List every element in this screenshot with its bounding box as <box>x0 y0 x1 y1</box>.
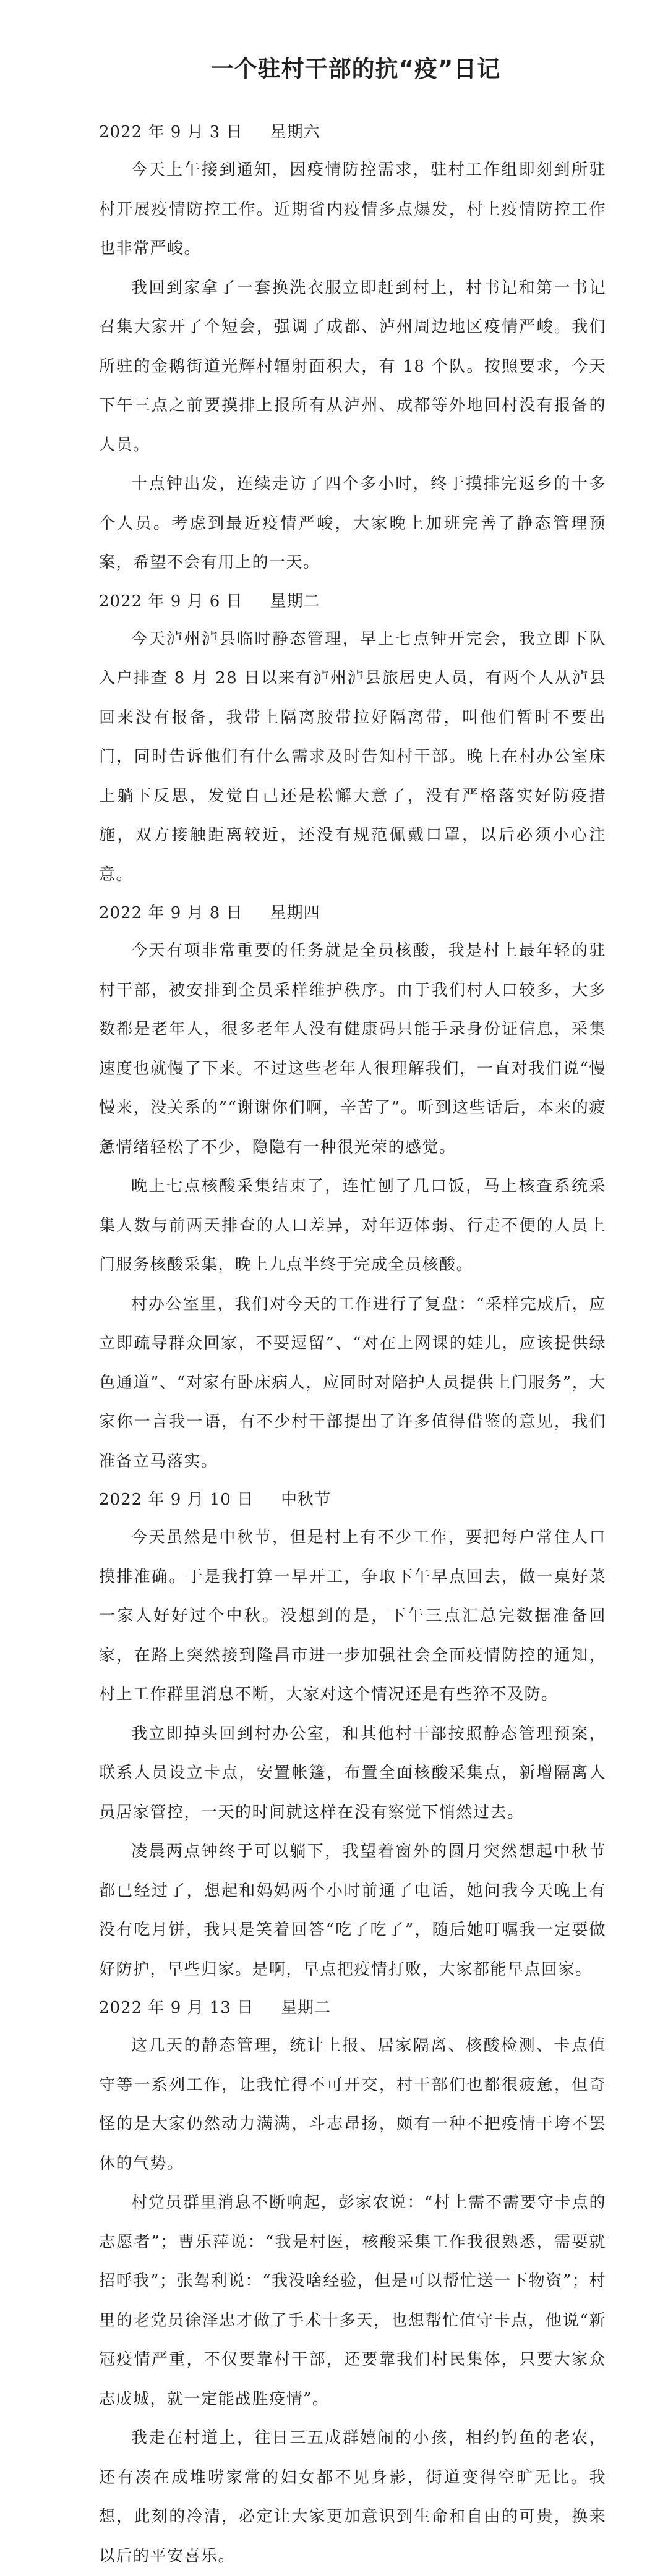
entry-weekday: 星期四 <box>270 904 320 922</box>
entry-date-line <box>99 895 606 932</box>
entry-weekday: 中秋节 <box>281 1490 332 1509</box>
entry-paragraph: 晚上七点核酸采集结束了，连忙刨了几口饭，马上核查系统采集人数与前两天排查的人口差异，对年迈体弱、行走不便的人员上门服务核酸采集，晚上九点半终于完成全员核酸。 <box>99 1177 606 1274</box>
diary-entry-sep-13 <box>99 1989 606 2576</box>
entry-paragraph: 今天上午接到通知，因疫情防控需求，驻村工作组即刻到所驻村开展疫情防控工作。近期省内疫情多点爆发，村上疫情防控工作也非常严峻。 <box>99 161 606 258</box>
entry-paragraph: 今天泸州泸县临时静态管理，早上七点钟开完会，我立即下队入户排查 8 月 28 日以来有泸州泸县旅居史人员，有两个人从泸县回来没有报备，我带上隔离胶带拉好隔离带，叫他们暂时不要出门，同时告诉他们有什么需求及时告知村干部。晚上在村办公室床上躺下反思，发觉自己还是松懈大意了，没有严格落实好防疫措施，双方接触距离较近，还没有规范佩戴口罩，以后必须小心注意。 <box>99 629 606 884</box>
entry-paragraph: 村办公室里，我们对今天的工作进行了复盘：“采样完成后，应立即疏导群众回家，不要逗留”、“对在上网课的娃儿，应该提供绿色通道”、“对家有卧床病人，应同时对陪护人员提供上门服务”，大家你一言我一语，有不少村干部提出了许多值得借鉴的意见，我们准备立马落实。 <box>99 1294 606 1471</box>
entry-date-line <box>99 114 606 151</box>
entry-paragraph: 凌晨两点钟终于可以躺下，我望着窗外的圆月突然想起中秋节都已经过了，想起和妈妈两个小时前通了电话，她问我今天晚上有没有吃月饼，我只是笑着回答“吃了吃了”，随后她叮嘱我一定要做好防护，早些归家。是啊，早点把疫情打败，大家都能早点回家。 <box>99 1842 606 1979</box>
entry-paragraph: 村党员群里消息不断响起，彭家农说：“村上需不需要守卡点的志愿者”；曹乐萍说：“我是村医，核酸采集工作我很熟悉，需要就招呼我”；张驾利说：“我没啥经验，但是可以帮忙送一下物资”；村里的老党员徐泽忠才做了手术十多天，也想帮忙值守卡点，他说“新冠疫情严重，不仅要靠村干部，还要靠我们村民集体，只要大家众志成城，就一定能战胜疫情”。 <box>99 2193 606 2408</box>
entry-date-line <box>99 583 606 620</box>
entry-paragraph: 我立即掉头回到村办公室，和其他村干部按照静态管理预案，联系人员设立卡点，安置帐篷，布置全面核酸采集点，新增隔离人员居家管控，一天的时间就这样在没有察觉下悄然过去。 <box>99 1724 606 1822</box>
entry-weekday: 星期二 <box>281 1999 332 2017</box>
entry-date-line <box>99 1989 606 2026</box>
entry-date-line <box>99 1481 606 1518</box>
diary-entry-sep-10 <box>99 1481 606 1989</box>
entry-paragraph: 十点钟出发，连续走访了四个多小时，终于摸排完返乡的十多个人员。考虑到最近疫情严峻，大家晚上加班完善了静态管理预案，希望不会有用上的一天。 <box>99 475 606 572</box>
entry-date: 2022 年 9 月 6 日 <box>99 592 243 611</box>
entry-paragraph: 今天虽然是中秋节，但是村上有不少工作，要把每户常住人口摸排准确。于是我打算一早开工，争取下午早点回去，做一桌好菜一家人好好过个中秋。没想到的是，下午三点汇总完数据准备回家，在路上突然接到隆昌市进一步加强社会全面疫情防控的通知，村上工作群里消息不断，大家对这个情况还是有些猝不及防。 <box>99 1528 606 1704</box>
entry-weekday: 星期二 <box>270 592 320 611</box>
entry-paragraph: 我回到家拿了一套换洗衣服立即赶到村上，村书记和第一书记召集大家开了个短会，强调了成都、泸州周边地区疫情严峻。我们所驻的金鹅街道光辉村辐射面积大，有 18 个队。按照要求，今天下午三点之前要摸排上报所有从泸州、成都等外地回村没有报备的人员。 <box>99 278 606 454</box>
entry-paragraph: 我走在村道上，往日三五成群嬉闹的小孩，相约钓鱼的老农，还有凑在成堆唠家常的妇女都不见身影，街道变得空旷无比。我想，此刻的冷清，必定让大家更加意识到生命和自由的可贵，换来以后的平安喜乐。 <box>99 2429 606 2565</box>
entry-date: 2022 年 9 月 13 日 <box>99 1999 254 2017</box>
diary-entry-sep-3 <box>99 114 606 583</box>
entry-weekday: 星期六 <box>270 123 320 142</box>
entry-date: 2022 年 9 月 8 日 <box>99 904 243 922</box>
entry-date: 2022 年 9 月 3 日 <box>99 123 243 142</box>
entry-paragraph: 今天有项非常重要的任务就是全员核酸，我是村上最年轻的驻村干部，被安排到全员采样维护秩序。由于我们村人口较多，大多数都是老年人，很多老年人没有健康码只能手录身份证信息，采集速度也就慢了下来。不过这些老年人很理解我们，一直对我们说“慢慢来，没关系的”“谢谢你们啊，辛苦了”。听到这些话后，本来的疲惫情绪轻松了不少，隐隐有一种很光荣的感觉。 <box>99 942 606 1157</box>
entry-date: 2022 年 9 月 10 日 <box>99 1490 254 1509</box>
article-title: 一个驻村干部的抗“疫”日记 <box>210 56 501 82</box>
diary-entry-sep-6 <box>99 583 606 895</box>
entry-paragraph: 这几天的静态管理，统计上报、居家隔离、核酸检测、卡点值守等一系列工作，让我忙得不可开交，村干部们也都很疲惫，但奇怪的是大家仍然动力满满，斗志昂扬，颇有一种不把疫情干垮不罢休的气势。 <box>99 2036 606 2173</box>
diary-entry-sep-8 <box>99 895 606 1481</box>
